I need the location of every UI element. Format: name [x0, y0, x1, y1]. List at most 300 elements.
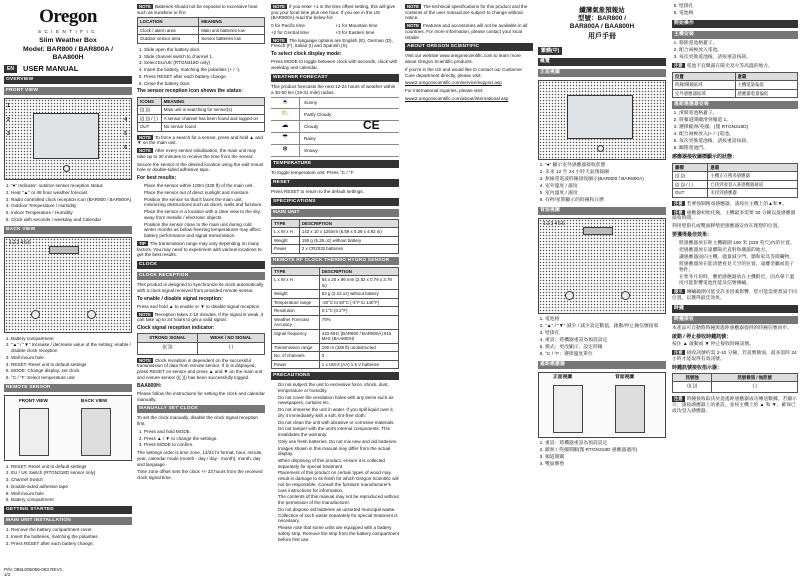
list-item: 4. Outdoor Temperature / Humidity — [11, 203, 132, 209]
zh-enable-heading: 啟動 / 停止接收時鐘訊號： — [672, 333, 732, 340]
main-unit-install-header: MAIN UNIT INSTALLATION — [4, 517, 132, 525]
callout-5: 5 — [124, 131, 127, 138]
table-row — [138, 123, 265, 132]
list-item: • Do not tamper with the unit's internal components. This invalidates the warranty. — [278, 426, 399, 437]
table-row — [673, 180, 798, 189]
zh-sensor-front-shape — [553, 385, 583, 433]
best-results-list — [144, 183, 265, 239]
zh-model: 型號：BAR800 / — [577, 15, 627, 23]
list-item: 2. 未來 12 至 24 小時天氣預報圖 — [545, 170, 666, 176]
list-item: • 將感應器放在能清楚看見天空的位置，遠離金屬或電子物件。 — [679, 262, 798, 274]
list-item: • Do not dispose old batteries as unsorted municipal waste. Collection of such waste separately for special treatment is necessary. — [278, 507, 399, 524]
zh-sensor-install-list — [679, 111, 798, 152]
forecast-row — [271, 109, 399, 121]
note-text: Batteries should not be exposed to excessive heat such as sunshine or fire. — [137, 4, 258, 15]
sensor-front-shape — [19, 408, 49, 456]
forecast-header: WEATHER FORECAST — [271, 74, 399, 82]
remote-sensor-header: REMOTE SENSOR — [4, 384, 132, 392]
getting-started-header: GETTING STARTED — [4, 506, 132, 514]
list-item: 3. 壁掛孔 — [545, 331, 666, 337]
zh-step-7: 利用壁掛孔或雙面膠墊把感應器安放在理想的位置。 — [672, 224, 783, 230]
front-view-figure — [4, 98, 132, 180]
column-5 — [538, 3, 666, 575]
table-cell: Weight — [272, 290, 320, 299]
forecast-table — [271, 97, 399, 157]
manual-after-text: The settings order is time zone, 12/24 hr format, hour, minute, year, calendar mode (month - day / day - month), month, day and language. — [137, 450, 263, 467]
list-item: 2. EU / UK Switch (RTGN318D sensor only) — [11, 470, 132, 476]
column-4 — [405, 3, 533, 575]
table-cell: 1 x UM-3 (AA) 1.5 V batteries — [319, 360, 398, 369]
table-header: WEAK / NO SIGNAL — [197, 334, 264, 343]
table-cell: ((( ))) — [138, 106, 162, 115]
overview-header: OVERVIEW — [4, 76, 132, 84]
signal-indicator-heading: Clock signal reception indicator: — [137, 324, 215, 331]
table-cell: Weight — [272, 236, 300, 245]
table-header: MEANING — [199, 18, 265, 27]
list-item: 2. Slide channel switch to channel 1. — [144, 54, 265, 60]
page-fraction: 1/2 — [4, 572, 11, 578]
note-tag: NOTE — [139, 357, 151, 363]
note-tag: NOTE — [139, 4, 151, 9]
list-item: 2. Heat "▲" or 48 hour weather forecast — [11, 190, 132, 196]
table-header: MEANING — [161, 97, 264, 106]
note-tag: 注意 — [674, 62, 683, 68]
ce-mark: CE — [363, 118, 380, 132]
forecast-label: Snowy — [299, 145, 318, 156]
zh-main-unit-sensor-dot — [597, 145, 604, 152]
clock-reception-text: This product is designed to synchronize its clock automatically with a clock signal received from provided remote sensor. — [137, 282, 264, 293]
table-cell: Sensor batteries low — [199, 35, 265, 44]
list-item: • Please note that some units are equipped with a battery safety strip. Remove the strip from the battery compartment before first use. — [278, 525, 399, 542]
table-cell: 主機正在搜尋感應器 — [708, 172, 798, 181]
forecast-text: This product forecasts the next 12-24 hours of weather within a 30-50 km (19-31 mile) radius. — [271, 83, 396, 95]
table-row — [673, 189, 798, 198]
zh-manual: 用戶手冊 — [588, 33, 616, 41]
note-text: After every sensor initialisation, the main unit may take up to 30 minutes to receive the time from the sensor. — [137, 148, 257, 159]
table-header: TYPE — [272, 219, 300, 228]
list-item: 1. RESET: Reset unit to default settings — [11, 464, 132, 470]
table-row — [138, 35, 265, 44]
table-row — [272, 245, 399, 254]
baa-model: BAA800H: — [137, 382, 162, 389]
note-tag: NOTE — [407, 23, 419, 29]
list-item: 5. 壁掛孔 — [679, 4, 798, 10]
back-view-header: BACK VIEW — [4, 226, 132, 234]
list-item: 6. 關閉電池門。 — [679, 146, 798, 152]
table-row — [272, 290, 399, 299]
note-text: Reception takes 2-10 minutes. If the signal is weak, it can take up to 24 hours to get a valid signal. — [137, 311, 264, 323]
table-header: 意義 — [735, 72, 798, 81]
note-text: Clock reception is dependent on the successful transmission of data from remote sensor. If ⊘ is displayed, press RESET on sensor and press ▲ and ▼ on the main unit and ensure sensor ((( ))) has been successfully logged. — [137, 357, 263, 380]
table-row — [138, 114, 265, 123]
zh-signal-heading: 時鐘訊號接收指示器： — [672, 364, 723, 371]
list-item: 1. 滑開電池格蓋子。 — [679, 111, 798, 117]
table-cell: OUT — [138, 123, 162, 132]
brand-logo: Oregon — [39, 6, 97, 27]
about-link-1[interactable]: www2.oregonscientific.com/service/support.asp — [405, 80, 502, 86]
tip-tag: 提示 — [674, 288, 683, 294]
install-list — [11, 527, 132, 546]
sensor-front-label: FRONT VIEW — [19, 397, 48, 403]
table-row — [673, 81, 798, 90]
table-cell: 3 — [319, 352, 398, 361]
table-cell: 時鐘/鬧鐘區域 — [673, 81, 736, 90]
manual-list — [144, 429, 265, 448]
table-header: 意義 — [708, 163, 798, 172]
table-cell: ((( ))) / ( ) — [673, 180, 708, 189]
list-item: 1. Slide open the battery door. — [144, 47, 265, 53]
list-item: 6. °C / °F：選擇溫度單位 — [545, 352, 666, 358]
baa-text: Please follow the instructions for setting the clock and calendar manually. — [137, 390, 265, 402]
list-item: • Do not immerse the unit in water. If you spill liquid over it, dry it immediately with a soft, lint-free cloth. — [278, 407, 399, 418]
list-item: 6. Close the battery door. — [144, 81, 265, 87]
forecast-label: Partly Cloudy — [299, 109, 331, 120]
zh-best-list — [679, 241, 798, 287]
zh-remote-header: 遙距感應器 — [538, 361, 666, 369]
table-cell: Transmission range — [272, 343, 320, 352]
note-tag: 注意 — [674, 200, 683, 206]
table-cell: 150 g (5.29 oz) without battery — [299, 236, 398, 245]
list-item: • Placement of this product on certain types of wood may result in damage to its finish for which Oregon Scientific will not be responsible. Consult the furniture manufacturer's care instructions for information. — [278, 470, 399, 493]
list-item: 5. Indoor Temperature / Humidity — [11, 210, 132, 216]
list-item: • Only use fresh batteries. Do not mix new and old batteries. — [278, 439, 399, 445]
zh-back-header: 背面視圖 — [538, 207, 666, 215]
note-tag: NOTE — [139, 148, 151, 154]
display-mode-heading: To select clock display mode: — [271, 51, 342, 58]
forecast-row — [271, 121, 399, 133]
table-cell: Main unit is searching for sensor(s) — [161, 106, 264, 115]
zh-sensor-back-shape — [615, 385, 645, 433]
model-line: Model: BAR800 / BAR800A / — [22, 45, 113, 53]
table-row — [272, 360, 399, 369]
table-header: DESCRIPTION — [319, 267, 398, 276]
model-line-2: BAA800H — [52, 53, 84, 61]
list-item: 3. Radio controlled clock reception icon (BAR800 / BAR800A) — [11, 197, 132, 203]
table-header: 圖標 — [673, 163, 708, 172]
table-cell: Weather Forecast Accuracy — [272, 315, 320, 329]
main-unit-spec-header: MAIN UNIT — [271, 209, 399, 217]
temperature-header: TEMPERATURE — [271, 160, 399, 168]
list-item: • Do not clean the unit with abrasive or corrosive materials. — [278, 420, 399, 426]
table-cell: 主機電量偏低 — [735, 81, 798, 90]
zone-item: 0 for Pacific time — [271, 23, 305, 29]
table-cell: 室外感應器區域 — [673, 89, 736, 98]
list-item: 2. 配合兩極放入電池。 — [679, 48, 798, 54]
list-item: 4. 室外溫度 / 濕度 — [545, 184, 666, 190]
list-item: • 讓感應器面向主機，儘量減少門、牆和家具等障礙物。 — [679, 255, 798, 261]
clock-header: CLOCK — [137, 261, 265, 269]
zh-remote-figure — [538, 372, 666, 438]
remote-spec-table — [271, 267, 399, 370]
list-item: 1. 電池格 — [545, 317, 666, 323]
list-item: 4. Double-sided adhesive tape — [11, 484, 132, 490]
table-cell: No sensor found — [161, 123, 264, 132]
list-item: 1. Remove the battery compartment cover. — [11, 527, 132, 533]
table-header: TYPE — [272, 267, 320, 276]
best-results-heading: For best results: — [137, 175, 177, 182]
note-tag: 注意 — [674, 349, 683, 355]
remote-spec-header: REMOTE RF CLOCK THERMO HYGRO SENSOR — [271, 257, 399, 265]
callout-2: 2 — [7, 117, 10, 124]
table-cell: Main unit batteries low — [199, 26, 265, 35]
zh-back-callout-numbers: 123456 — [543, 221, 566, 228]
table-cell: L x W x H — [272, 228, 300, 237]
forecast-label: Cloudy — [299, 121, 318, 132]
front-view-header: FRONT VIEW — [4, 87, 132, 95]
zone-item: +2 for Central time — [271, 29, 309, 35]
list-item: 1. Battery compartment — [11, 336, 132, 342]
about-text-2: If you're in the US and would like to contact our Customer Care department directly, please visit: — [405, 66, 523, 78]
note-tag: NOTE — [273, 4, 285, 9]
zh-clock-recv-header: 時鐘接收 — [672, 316, 798, 324]
rainy-icon: ☂ — [281, 134, 289, 142]
list-item: 6. °C / °F: Select temperature unit — [11, 375, 132, 381]
list-item: 4. 雙面膠墊 — [545, 462, 666, 468]
zh-title: 纖薄氣象預報站 — [579, 7, 625, 14]
note-text: If you enter +1 in the time offset setting, this will give you your local time plus one hour. If you are in the US (BAR800A) read the below for: — [271, 4, 396, 21]
icon-table — [137, 97, 265, 132]
table-cell: Resolution — [272, 307, 320, 316]
list-item: 1. "●" Indicator: outdoor sensor reception status — [11, 183, 132, 189]
table-cell: OUT — [673, 189, 708, 198]
table-cell: Clock / alarm area — [138, 26, 199, 35]
table-cell: Power — [272, 245, 300, 254]
note-text: 感應器初始化後，主機最多需要 30 分鐘以從感應器接收時間。 — [672, 210, 796, 222]
partly-cloudy-icon: ⛅ — [280, 110, 290, 118]
strong-signal-icon: ((( ))) — [673, 382, 712, 393]
callout-4: 4 — [124, 117, 127, 124]
weak-signal-icon: ( ) — [197, 342, 264, 354]
list-item: 6. 電池格 — [679, 11, 798, 17]
table-cell: ((( ))) / ( ) — [138, 114, 162, 123]
sunny-icon: ☀ — [281, 98, 289, 106]
list-item: 5. 每次更換電池後，請按重設按鈕。 — [679, 139, 798, 145]
specifications-header: SPECIFICATIONS — [271, 198, 399, 206]
zh-back-list — [545, 317, 666, 358]
tip-text: The transmission range may vary depending on many factors. You may need to experiment with various locations to get the best results. — [137, 240, 262, 258]
column-3 — [271, 3, 399, 575]
list-item: 6. 有秒/星期顯示的時鐘和日曆 — [545, 198, 666, 204]
table-header: 訊號微弱 / 無訊號 — [712, 373, 798, 382]
battery-compartment-shape — [49, 246, 79, 254]
list-item: • Place the sensor within 100m (328 ft) of the main unit. — [144, 183, 265, 189]
table-cell: 感應器電量偏低 — [735, 89, 798, 98]
table-cell: 142 x 10 x 125mm (5.59 x 0.39 x 4.92 in) — [299, 228, 398, 237]
table-row — [673, 172, 798, 181]
back-view-callout-numbers: 123456 — [9, 239, 32, 246]
tip-tag: TIP — [139, 240, 146, 246]
time-zone-text: Time zone offset sets the clock +/- 23 hours from the received clock signal time. — [137, 469, 263, 480]
note-tag: 注意 — [674, 209, 683, 215]
table-row — [673, 89, 798, 98]
list-item: • 將感應器放在距主機範圍 100 米 (328 英尺)內的位置。 — [679, 241, 798, 247]
zh-main-install-list — [679, 41, 798, 61]
table-header: DESCRIPTION — [299, 219, 398, 228]
precautions-list — [278, 382, 399, 542]
table-cell: ((( ))) — [673, 172, 708, 181]
cloudy-icon: ☁ — [281, 122, 289, 130]
list-item: • Position the sensor so that it faces the main unit, minimizing obstructions such as doors, walls and furniture. — [144, 197, 265, 208]
table-header: ICONS — [138, 97, 162, 106]
list-item: 5. 室內溫度 / 濕度 — [545, 191, 666, 197]
table-cell: 100 m (328 ft) unobstructed — [319, 343, 398, 352]
table-header: LOCATION — [138, 18, 199, 27]
list-item: 5. MODE: Change display; set clock — [11, 368, 132, 374]
table-cell: 64 x 20 x 96 mm (2.52 x 0.79 x 3.78 in) — [319, 276, 398, 290]
back-button-left — [31, 310, 40, 319]
remote-sensor-list — [11, 464, 132, 503]
list-item: 3. 每次更換電池後，請按重設按鈕。 — [679, 55, 798, 61]
brand-subtitle: SCIENTIFIC — [37, 28, 98, 34]
table-cell: 63 g (2.22 oz) without battery — [319, 290, 398, 299]
list-item: 3. Channel Switch — [11, 477, 132, 483]
table-cell: 未找到感應器 — [708, 189, 798, 198]
main-unit-sensor-dot — [63, 165, 70, 172]
zh-front-list — [545, 163, 666, 204]
table-cell: Temperature range — [272, 298, 320, 307]
enable-text: Press and hold ▲ to enable or ▼ to disable signal reception. — [137, 303, 261, 309]
list-item: 4. RESET: Reset unit to default settings — [11, 362, 132, 368]
zh-front-figure — [538, 80, 666, 160]
table-row — [272, 307, 399, 316]
zh-back-figure — [538, 218, 666, 314]
list-item: 6. Battery compartment — [11, 497, 132, 503]
zone-item: +3 for Eastern time — [335, 29, 375, 35]
sensor-setup-list — [144, 47, 265, 86]
list-item: 2. Insert the batteries, matching the polarities. — [11, 534, 132, 540]
zh-battery-compartment-shape — [583, 227, 613, 235]
forecast-row — [271, 145, 399, 157]
about-header: ABOUT OREGON SCIENTIFIC — [405, 43, 533, 51]
forecast-row — [271, 133, 399, 145]
table-row — [272, 329, 399, 343]
table-cell: 433 MHz (BAR800 / BAR800A) 915 MHz (BAA800H) — [319, 329, 398, 343]
table-header: 位置 — [673, 72, 736, 81]
zh-start-header: 開始操作 — [672, 20, 798, 28]
table-cell: No. of channels — [272, 352, 320, 361]
list-item: • Images shown in this manual may differ from the actual display. — [278, 446, 399, 457]
list-item: 2. Press ▲ / ▼ to change the settings. — [144, 436, 265, 442]
forecast-label: Rainy — [299, 133, 316, 144]
part-number: P/N: 086L005056-063 REV1 — [4, 566, 63, 572]
strong-signal-icon: ((( ))) — [138, 342, 198, 354]
reset-header: RESET — [271, 179, 399, 187]
list-item: 1. Press and hold MODE. — [144, 429, 265, 435]
language-tag: EN — [4, 65, 17, 73]
zh-best-heading: 要獲得最佳效果： — [672, 232, 713, 239]
about-text-1: Visit our website www.oregonscientific.com to learn more about Oregon Scientific products. — [405, 53, 521, 65]
table-row — [272, 298, 399, 307]
table-cell: Outdoor sensor area — [138, 35, 199, 44]
note-tag: NOTE — [139, 134, 151, 140]
sensor-back-label: BACK VIEW — [81, 397, 108, 403]
zh-enable-text: 按住 ▲ 啟動或 ▼ 停止接收時鐘訊號。 — [672, 341, 754, 347]
list-item: 5. Press RESET after each battery change. — [144, 74, 265, 80]
list-item: 2. 歐洲 / 英國開關(僅 RTGN318D 感應器適用) — [545, 448, 666, 454]
zh-icon-table — [672, 163, 798, 198]
sensor-status-heading: The sensor reception icon shows the status: — [137, 88, 243, 95]
about-link-2[interactable]: www2.oregonscientific.com/about/international.asp — [405, 95, 509, 101]
manual-title: USER MANUAL — [22, 63, 79, 73]
zh-sensor-install-header: 遙距感應器安裝 — [672, 101, 798, 109]
list-item: • When disposing of this product, ensure it is collected separately for special treatment. — [278, 458, 399, 469]
main-unit-spec-table — [271, 219, 399, 254]
callout-6: 6 — [124, 145, 127, 152]
precautions-header: PRECAUTIONS — [271, 372, 399, 380]
list-item: 4. Insert the battery, matching the polarities (+ / -). — [144, 67, 265, 73]
table-row — [272, 236, 399, 245]
list-item: 3. Wall mount hole — [11, 355, 132, 361]
list-item: 4. 配合兩極放入(+ / -)電池。 — [679, 132, 798, 138]
list-item: • Place the sensor out of direct sunlight and moisture. — [144, 190, 265, 196]
list-item: 4. 重設：將機器重設為預設設定 — [545, 338, 666, 344]
zh-clock-header: 時鐘 — [672, 305, 798, 313]
zh-back-button-right — [621, 291, 630, 300]
list-item: • Do not subject the unit to excessive force, shock, dust, temperature or humidity. — [278, 382, 399, 393]
table-row — [272, 352, 399, 361]
signal-table — [137, 333, 265, 355]
callout-1: 1 — [7, 103, 10, 110]
zh-overview-header: 概覽 — [538, 58, 666, 66]
list-item: 6. Clock with seconds / weekday and Calendar — [11, 217, 132, 223]
reset-text: Press RESET to return to the default settings. — [271, 189, 364, 195]
zh-main-install-header: 主機安裝 — [672, 31, 798, 39]
manual-text: To set the clock manually, disable the clock signal reception first. — [137, 415, 258, 427]
table-cell: A sensor channel has been found and logged on — [161, 114, 264, 123]
list-item: 5. 模式：更改顯示，設定時鐘 — [545, 345, 666, 351]
table-cell: 70% — [319, 315, 398, 329]
zh-main-unit-display — [567, 95, 633, 139]
back-view-list — [11, 336, 132, 381]
forecast-row — [271, 97, 399, 109]
zh-language-tag: 繁體(中) — [538, 47, 562, 55]
step-7: Secure the sensor in the desired location using the wall mount hole or double-sided adhesive tape. — [137, 161, 264, 173]
column-6 — [672, 3, 798, 575]
note-text: 接收訊號約需 2-10 分鐘。若訊號微弱，最多需時 24 小時才能取得有效訊號。 — [672, 350, 797, 362]
forecast-label: Sunny — [299, 98, 317, 108]
remote-sensor-figure — [4, 395, 132, 461]
zh-sensor-front-label: 正面視圖 — [553, 375, 573, 381]
table-header: 訊號強 — [673, 373, 712, 382]
note-text: 時鐘接收取決於從遙距感應器成功傳送數據。若顯示 ⊘，請按感應器上的重設，並按主機上的 ▲ 和 ▼，確保已成功登入感應器。 — [672, 397, 797, 415]
column-1 — [4, 3, 132, 575]
list-item: 2. "▲" / "▼" 減少 / 減少設定數值，啟動/停止鐘信號接收 — [545, 324, 666, 330]
table-row — [138, 26, 265, 35]
table-row — [272, 228, 399, 237]
location-table — [137, 17, 265, 44]
zh-front-header: 正面視圖 — [538, 69, 666, 77]
zh-sensor-list — [545, 441, 666, 468]
note-text: The language options are English (E), German (D), French (F), Italian (I) and Spanish (S). — [271, 37, 393, 49]
note-tag: NOTE — [407, 4, 419, 9]
main-unit-display — [33, 113, 99, 159]
list-item: 3. 頻道開關 — [545, 455, 666, 461]
table-cell: Signal frequency — [272, 329, 320, 343]
note-text: 電池不宜曝露在陽光及火等高溫的地方。 — [686, 63, 773, 69]
note-tag: NOTE — [273, 37, 285, 43]
list-item: 1. 重設：將機器重設為預設設定 — [545, 441, 666, 447]
table-cell: 0.1°C (0.2°F) — [319, 307, 398, 316]
about-text-3: For international inquiries, please visit: — [405, 88, 484, 94]
tip-text: 傳輸範圍可能受許多因素影響，您可能需要嘗試不同位置，以獲得最佳效果。 — [672, 289, 797, 301]
list-item: 3. 無線電電波時鐘接收圖示(BAR800 / BAR800A) — [545, 177, 666, 183]
note-text: The technical specifications for this product and the contents of the user manual are subject to change without notice. — [405, 4, 528, 21]
list-item: 1. "●" 顯示室外感應器接收狀態 — [545, 163, 666, 169]
sensor-back-shape — [81, 408, 111, 456]
list-item: • Place the sensor in a location with a clear view to the sky, away from metallic / electronic objects. — [144, 209, 265, 220]
table-row — [138, 106, 265, 115]
list-item: 3. 選擇歐洲/英國。(僅 RTGN318D) — [679, 125, 798, 131]
